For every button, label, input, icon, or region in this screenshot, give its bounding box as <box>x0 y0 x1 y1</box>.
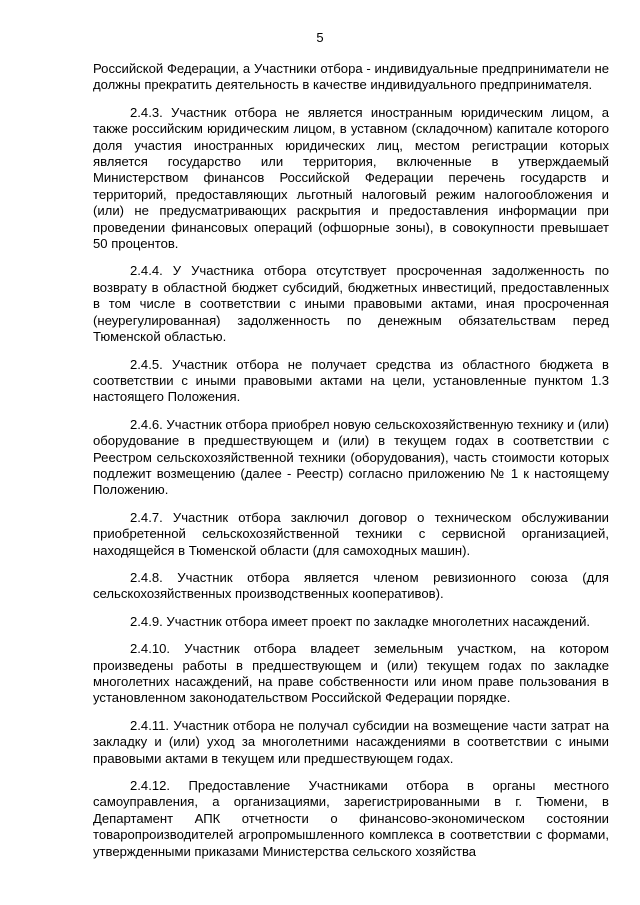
paragraph-2-4-8: 2.4.8. Участник отбора является членом ревизионного союза (для сельскохозяйственных производственных кооперативов). <box>93 569 609 602</box>
paragraph-2-4-11: 2.4.11. Участник отбора не получал субсидии на возмещение части затрат на закладку и (или) уход за многолетними насаждениями в соответствии с иными правовыми актами в текущем или предшествующем годах. <box>93 717 609 766</box>
paragraph-2-4-3: 2.4.3. Участник отбора не является иностранным юридическим лицом, а также российским юридическим лицом, в уставном (складочном) капитале которого доля участия иностранных юридических лиц, местом регистрации которых является государство или территория, включенные в утверждаемый Министерством финансов Российской Федерации перечень государств и территорий, предоставляющих льготный налоговый режим налогообложения и (или) не предусматривающих раскрытия и предоставления информации при проведении финансовых операций (офшорные зоны), в совокупности превышает 50 процентов. <box>93 104 609 252</box>
paragraph-2-4-9: 2.4.9. Участник отбора имеет проект по закладке многолетних насаждений. <box>130 613 591 629</box>
paragraph-2-4-12: 2.4.12. Предоставление Участниками отбора в органы местного самоуправления, а организациями, зарегистрированными в г. Тюмени, в Департамент АПК отчетности о финансово-экономическом состоянии товаропроизводителей агропромышленного комплекса в соответствии с формами, утвержденными приказами Министерства сельского хозяйства <box>93 778 609 859</box>
paragraph-2-4-7: 2.4.7. Участник отбора заключил договор о техническом обслуживании приобретенной сельскохозяйственной техники с сервисной организацией, находящейся в Тюменской области (для самоходных машин). <box>93 509 609 558</box>
paragraph-2-4-5: 2.4.5. Участник отбора не получает средства из областного бюджета в соответствии с иными правовыми актами на цели, установленные пунктом 1.3 настоящего Положения. <box>93 356 609 405</box>
document-body <box>93 61 609 871</box>
paragraph-continuation: Российской Федерации, а Участники отбора - индивидуальные предприниматели не должны прекратить деятельность в качестве индивидуального предпринимателя. <box>93 61 609 93</box>
paragraph-2-4-6: 2.4.6. Участник отбора приобрел новую сельскохозяйственную технику и (или) оборудование в предшествующем и (или) в текущем годах в соответствии с Реестром сельскохозяйственной техники (оборудования), часть стоимости которых подлежит возмещению (далее - Реестр) согласно приложению № 1 к настоящему Положению. <box>93 416 609 498</box>
page-number: 5 <box>316 30 324 45</box>
paragraph-2-4-4: 2.4.4. У Участника отбора отсутствует просроченная задолженность по возврату в областной бюджет субсидий, бюджетных инвестиций, предоставленных в том числе в соответствии с иными правовыми актами, иная просроченная (неурегулированная) задолженность по денежным обязательствам перед Тюменской областью. <box>93 263 609 345</box>
paragraph-2-4-10: 2.4.10. Участник отбора владеет земельным участком, на котором произведены работы в предшествующем и (или) текущем годах по закладке многолетних насаждений, на праве собственности или ином праве пользования в установленном законодательством Российской Федерации порядке. <box>93 641 609 706</box>
